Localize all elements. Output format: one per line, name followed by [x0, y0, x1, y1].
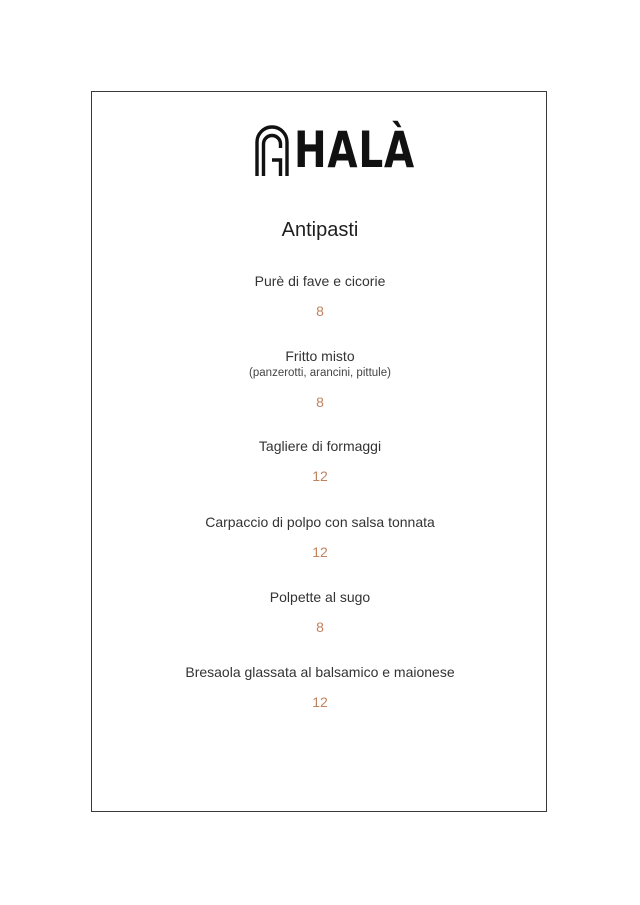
menu-item	[0, 513, 640, 531]
item-name: Purè di fave e cicorie	[254, 273, 386, 289]
item-price: 8	[316, 303, 324, 319]
logo	[0, 120, 640, 179]
item-price: 8	[316, 619, 324, 635]
item-price: 12	[312, 544, 328, 560]
item-name: Tagliere di formaggi	[258, 438, 382, 454]
item-name: Polpette al sugo	[269, 589, 371, 605]
menu-item	[0, 437, 640, 455]
item-name: Carpaccio di polpo con salsa tonnata	[205, 514, 435, 530]
menu-item	[0, 347, 640, 380]
menu-item	[0, 663, 640, 681]
section-title: Antipasti	[281, 219, 359, 241]
brand-name: HALÀ	[294, 121, 415, 179]
item-price: 8	[316, 394, 324, 410]
menu-item	[0, 272, 640, 290]
menu-item	[0, 588, 640, 606]
item-description: (panzerotti, arancini, pittule)	[249, 367, 391, 379]
item-name: Fritto misto	[285, 348, 355, 364]
item-name: Bresaola glassata al balsamico e maionese	[185, 664, 455, 680]
item-price: 12	[312, 694, 328, 710]
arch-g-logo-icon	[254, 124, 290, 176]
item-price: 12	[312, 468, 328, 484]
